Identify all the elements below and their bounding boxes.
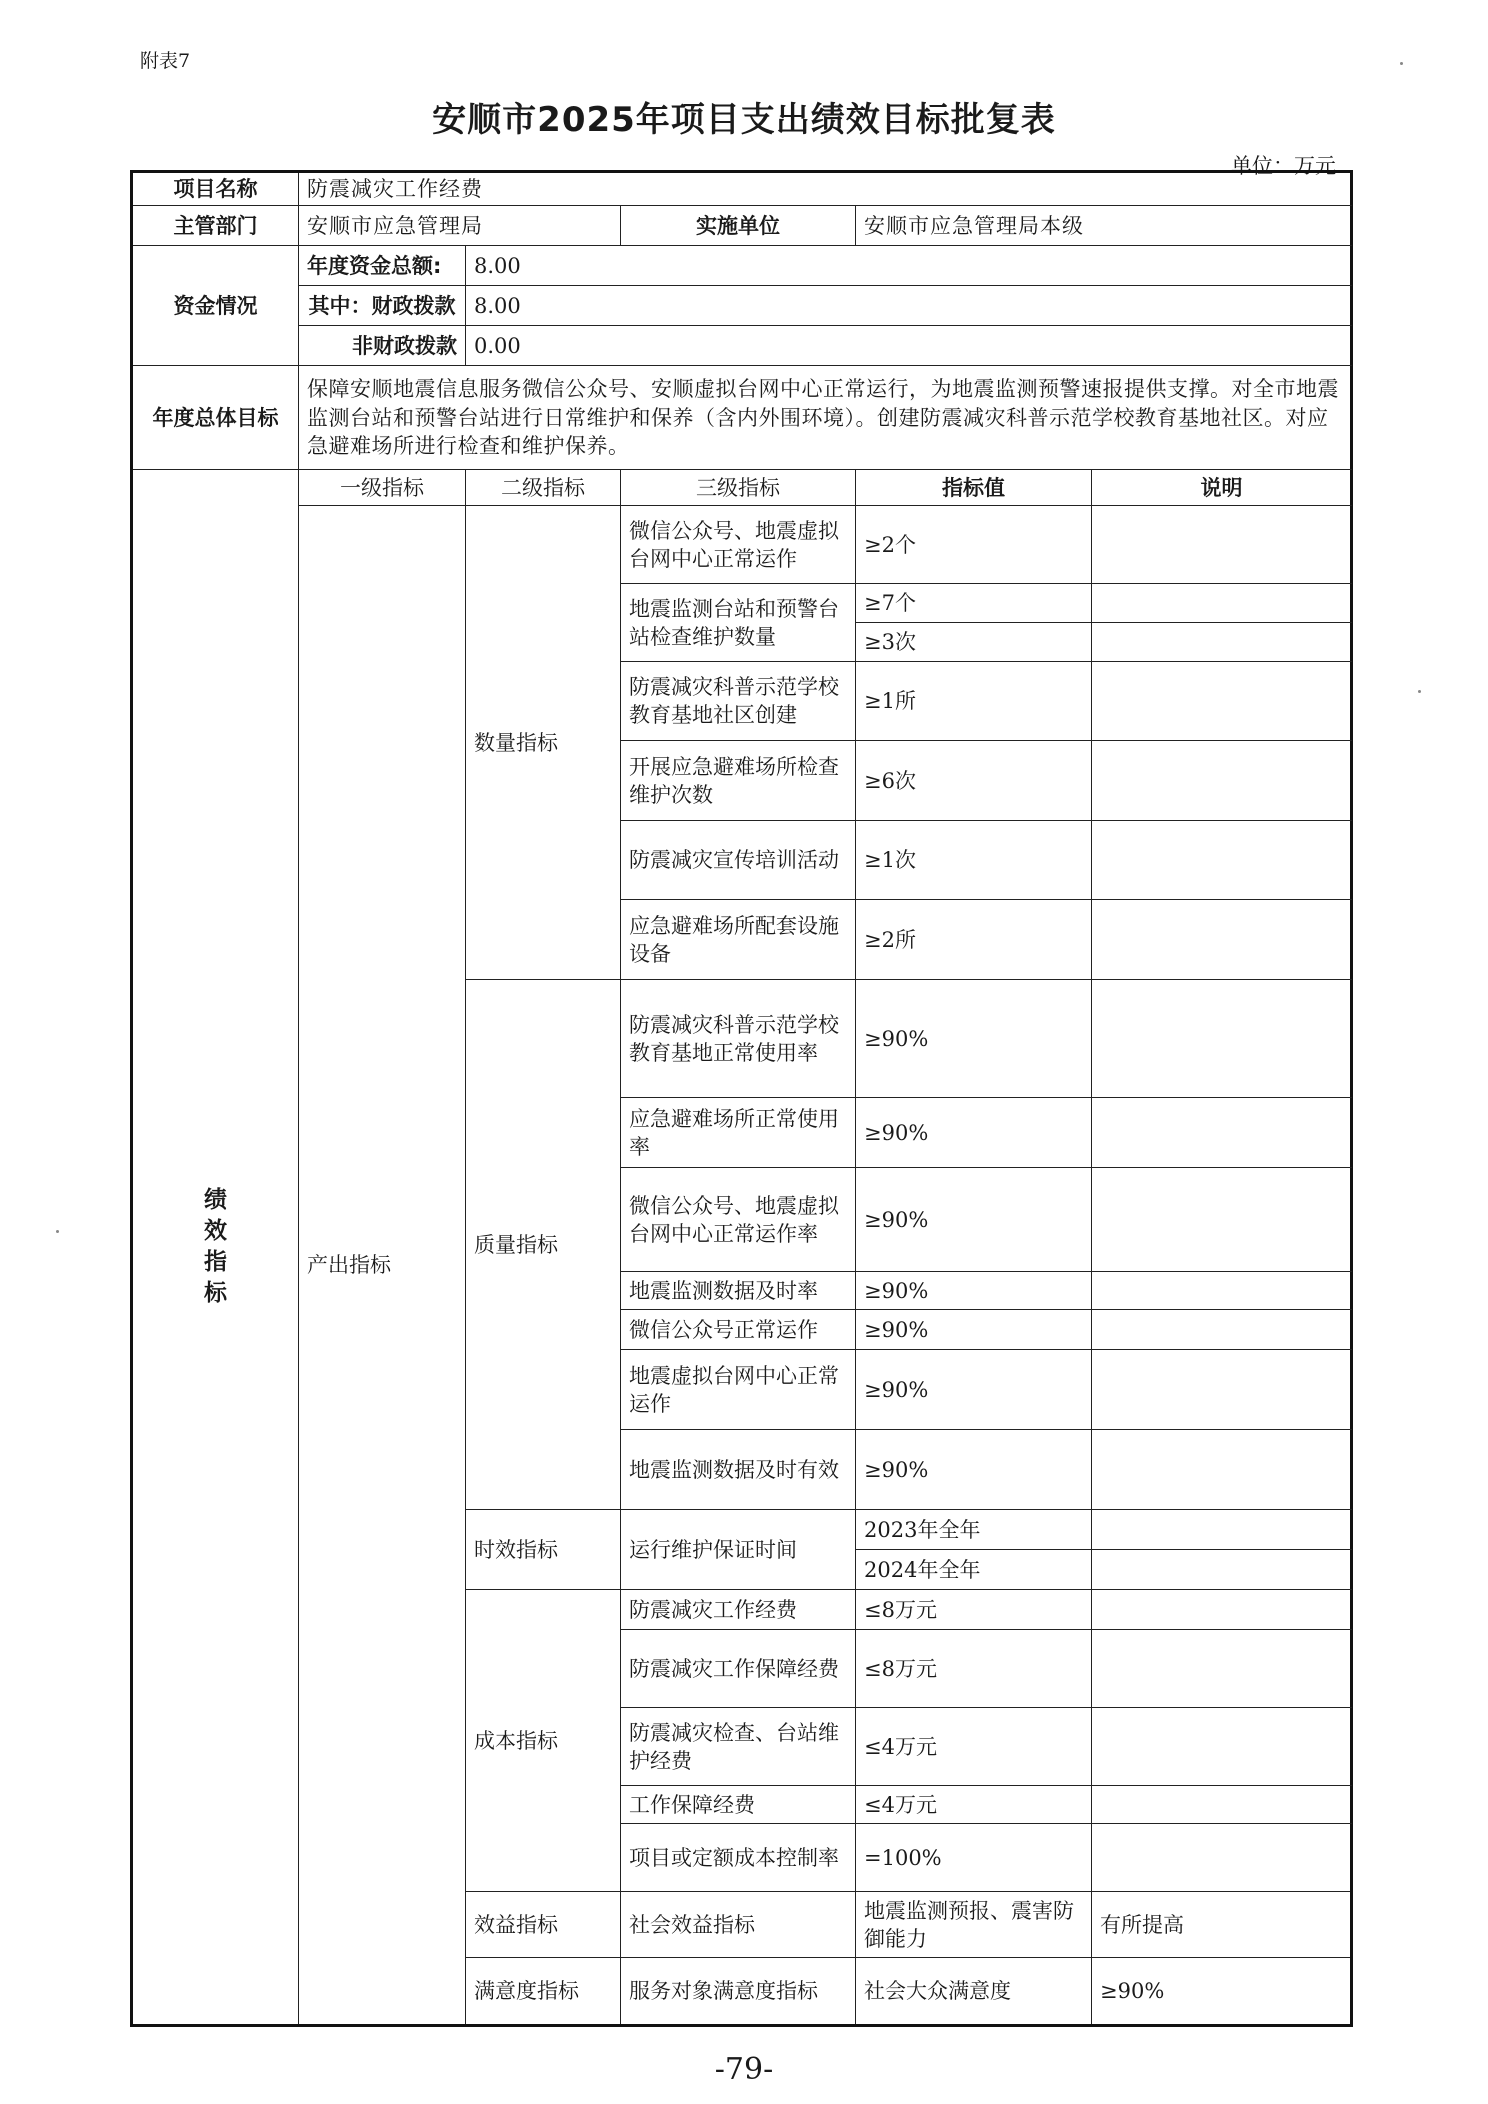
indicator-note bbox=[1092, 584, 1352, 623]
implementer-label: 实施单位 bbox=[621, 206, 856, 246]
row-project-name bbox=[132, 172, 1352, 206]
header-level3: 三级指标 bbox=[621, 470, 856, 506]
funds-nonfiscal-value: 0.00 bbox=[466, 326, 1352, 366]
funds-fiscal-label: 其中：财政拨款 bbox=[299, 286, 466, 326]
funds-nonfiscal-label: 非财政拨款 bbox=[299, 326, 466, 366]
quantity-indicators-label: 数量指标 bbox=[466, 506, 621, 980]
header-note: 说明 bbox=[1092, 470, 1352, 506]
indicator-value: ≤8万元 bbox=[856, 1630, 1092, 1708]
indicator-note bbox=[1092, 1098, 1352, 1168]
indicator-note bbox=[1092, 1550, 1352, 1590]
indicator-note bbox=[1092, 1168, 1352, 1272]
indicator-name: 地震监测台站和预警台站检查维护数量 bbox=[621, 584, 856, 662]
funds-label: 资金情况 bbox=[132, 246, 299, 366]
performance-indicators-label bbox=[132, 470, 299, 2026]
indicator-note bbox=[1092, 1590, 1352, 1630]
indicator-name: 微信公众号、地震虚拟台网中心正常运作率 bbox=[621, 1168, 856, 1272]
indicator-note bbox=[1092, 1272, 1352, 1310]
annual-goal-label: 年度总体目标 bbox=[132, 366, 299, 470]
satisfaction-indicators-label: 满意度指标 bbox=[466, 1958, 621, 2026]
indicator-note bbox=[1092, 741, 1352, 821]
indicator-value: =100% bbox=[856, 1824, 1092, 1892]
indicator-note bbox=[1092, 1786, 1352, 1824]
header-value: 指标值 bbox=[856, 470, 1092, 506]
service-satisfaction-label: 服务对象满意度指标 bbox=[621, 1958, 856, 2026]
row-department bbox=[132, 206, 1352, 246]
unit-label: 单位：万元 bbox=[1231, 154, 1336, 178]
section-char: 指 bbox=[204, 1249, 227, 1276]
indicator-name: 防震减灾科普示范学校教育基地社区创建 bbox=[621, 662, 856, 741]
indicator-name: 运行维护保证时间 bbox=[621, 1510, 856, 1590]
annex-label: 附表7 bbox=[140, 50, 191, 72]
funds-fiscal-value: 8.00 bbox=[466, 286, 1352, 326]
indicator-note bbox=[1092, 900, 1352, 980]
indicator-name: 开展应急避难场所检查维护次数 bbox=[621, 741, 856, 821]
indicator-value: ≥90% bbox=[856, 1310, 1092, 1350]
indicator-value: ≥2个 bbox=[856, 506, 1092, 584]
cost-indicators-label: 成本指标 bbox=[466, 1590, 621, 1892]
indicator-note bbox=[1092, 980, 1352, 1098]
implementer-value: 安顺市应急管理局本级 bbox=[856, 206, 1352, 246]
indicator-name: 微信公众号正常运作 bbox=[621, 1310, 856, 1350]
benefit-indicators-label: 效益指标 bbox=[466, 1892, 621, 1958]
indicator-name: 应急避难场所正常使用率 bbox=[621, 1098, 856, 1168]
header-level1: 一级指标 bbox=[299, 470, 466, 506]
indicator-note bbox=[1092, 1350, 1352, 1430]
annual-goal-text: 保障安顺地震信息服务微信公众号、安顺虚拟台网中心正常运行，为地震监测预警速报提供支撑。对全市地震监测台站和预警台站进行日常维护和保养（含内外围环境）。创建防震减灾科普示范学校教育基地社区。对应急避难场所进行检查和维护保养。 bbox=[299, 366, 1352, 470]
row-funds-nonfiscal bbox=[132, 326, 1352, 366]
indicator-name: 地震虚拟台网中心正常运作 bbox=[621, 1350, 856, 1430]
indicator-name: 防震减灾工作保障经费 bbox=[621, 1630, 856, 1708]
row-annual-goal bbox=[132, 366, 1352, 470]
indicator-value: 2023年全年 bbox=[856, 1510, 1092, 1550]
indicator-note bbox=[1092, 623, 1352, 662]
indicator-note bbox=[1092, 662, 1352, 741]
row-funds-fiscal bbox=[132, 286, 1352, 326]
indicator-value: ≥90% bbox=[856, 980, 1092, 1098]
indicator-value: ≥90% bbox=[1092, 1958, 1352, 2026]
indicator-value: 2024年全年 bbox=[856, 1550, 1092, 1590]
indicator-note bbox=[1092, 1430, 1352, 1510]
indicator-note bbox=[1092, 1510, 1352, 1550]
indicator-name: 社会大众满意度 bbox=[856, 1958, 1092, 2026]
funds-total-label: 年度资金总额: bbox=[299, 246, 466, 286]
indicator-value: ≥90% bbox=[856, 1350, 1092, 1430]
indicator-note bbox=[1092, 506, 1352, 584]
header-level2: 二级指标 bbox=[466, 470, 621, 506]
indicator-note bbox=[1092, 1630, 1352, 1708]
indicator-note bbox=[1092, 1310, 1352, 1350]
indicator-value: ≥90% bbox=[856, 1168, 1092, 1272]
project-name-value: 防震减灾工作经费 bbox=[299, 172, 1352, 206]
page-title: 安顺市2025年项目支出绩效目标批复表 bbox=[432, 100, 1056, 140]
scan-speck bbox=[56, 1230, 59, 1233]
indicator-value: ≤4万元 bbox=[856, 1786, 1092, 1824]
section-char: 绩 bbox=[204, 1187, 227, 1214]
indicator-value: ≥90% bbox=[856, 1098, 1092, 1168]
indicator-name: 应急避难场所配套设施设备 bbox=[621, 900, 856, 980]
indicator-value: ≥90% bbox=[856, 1430, 1092, 1510]
indicator-name: 防震减灾工作经费 bbox=[621, 1590, 856, 1630]
indicator-note bbox=[1092, 821, 1352, 900]
performance-table bbox=[130, 170, 1353, 2027]
indicator-value: ≥1所 bbox=[856, 662, 1092, 741]
indicator-value: ≤4万元 bbox=[856, 1708, 1092, 1786]
timeliness-indicators-label: 时效指标 bbox=[466, 1510, 621, 1590]
indicator-name: 防震减灾科普示范学校教育基地正常使用率 bbox=[621, 980, 856, 1098]
row-indicator-header bbox=[132, 470, 1352, 506]
indicator-name: 地震监测数据及时有效 bbox=[621, 1430, 856, 1510]
page-number: -79- bbox=[714, 2052, 774, 2087]
scan-speck bbox=[1418, 690, 1421, 693]
row-funds-total bbox=[132, 246, 1352, 286]
indicator-value: ≥3次 bbox=[856, 623, 1092, 662]
section-char: 标 bbox=[204, 1280, 227, 1307]
project-name-label: 项目名称 bbox=[132, 172, 299, 206]
social-benefit-label: 社会效益指标 bbox=[621, 1892, 856, 1958]
indicator-name: 地震监测预报、震害防御能力 bbox=[856, 1892, 1092, 1958]
indicator-name: 工作保障经费 bbox=[621, 1786, 856, 1824]
indicator-value: ≤8万元 bbox=[856, 1590, 1092, 1630]
department-label: 主管部门 bbox=[132, 206, 299, 246]
indicator-value: 有所提高 bbox=[1092, 1892, 1352, 1958]
funds-total-value: 8.00 bbox=[466, 246, 1352, 286]
indicator-note bbox=[1092, 1708, 1352, 1786]
indicator-value: ≥1次 bbox=[856, 821, 1092, 900]
indicator-note bbox=[1092, 1824, 1352, 1892]
indicator-value: ≥6次 bbox=[856, 741, 1092, 821]
section-char: 效 bbox=[204, 1218, 227, 1245]
indicator-name: 项目或定额成本控制率 bbox=[621, 1824, 856, 1892]
indicator-value: ≥2所 bbox=[856, 900, 1092, 980]
quality-indicators-label: 质量指标 bbox=[466, 980, 621, 1510]
indicator-value: ≥90% bbox=[856, 1272, 1092, 1310]
indicator-name: 微信公众号、地震虚拟台网中心正常运作 bbox=[621, 506, 856, 584]
table-row bbox=[132, 506, 1352, 584]
indicator-value: ≥7个 bbox=[856, 584, 1092, 623]
indicator-name: 防震减灾宣传培训活动 bbox=[621, 821, 856, 900]
scan-speck bbox=[1400, 62, 1403, 65]
indicator-name: 防震减灾检查、台站维护经费 bbox=[621, 1708, 856, 1786]
output-indicators-label: 产出指标 bbox=[299, 506, 466, 2026]
department-value: 安顺市应急管理局 bbox=[299, 206, 621, 246]
indicator-name: 地震监测数据及时率 bbox=[621, 1272, 856, 1310]
